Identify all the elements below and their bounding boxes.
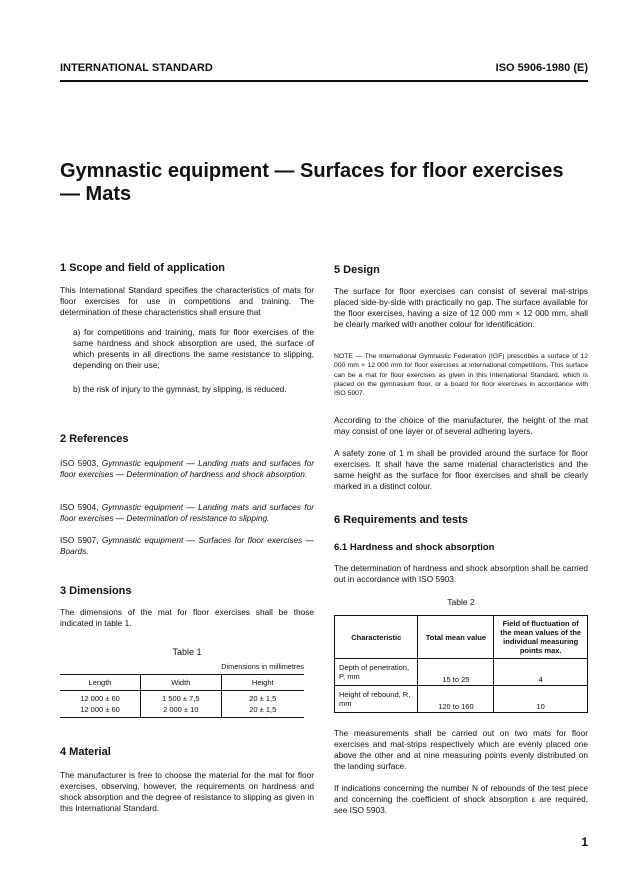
- table-row: [60, 691, 304, 705]
- section-6-1-text-2: The measurements shall be carried out on two mats for floor exercises and mat-strips respectively which are evenly placed one above the other and at nine measuring points evenly distributed on the landing surface.: [334, 728, 588, 771]
- section-6-1-heading: 6.1 Hardness and shock absorption: [334, 542, 495, 553]
- section-6-heading: 6 Requirements and tests: [334, 514, 468, 526]
- table-2-header-characteristic: Characteristic: [335, 616, 418, 659]
- table-cell: Height of rebound, R, mm: [335, 686, 418, 713]
- section-5-heading: 5 Design: [334, 264, 380, 276]
- table-cell: 20 ± 1,5: [249, 694, 277, 703]
- header-right: ISO 5906-1980 (E): [495, 62, 588, 74]
- section-1-heading: 1 Scope and field of application: [60, 262, 226, 274]
- section-5-text-3: A safety zone of 1 m shall be provided around the surface for floor exercises. It shall have the same material characteristics and the same height as the surface for floor exercises and shall be clearly marked in a distinct colour.: [334, 448, 588, 491]
- reference-2: [60, 502, 314, 524]
- table-cell: Depth of penetration, P, mm: [335, 659, 418, 686]
- header-left: INTERNATIONAL STANDARD: [60, 62, 213, 74]
- reference-2-title: Gymnastic equipment — Landing mats and surfaces for floor exercises — Determination of resistance to slipping.: [60, 502, 314, 523]
- reference-1-title: Gymnastic equipment — Landing mats and surfaces for floor exercises — Determination of hardness and shock absorption.: [60, 458, 314, 479]
- table-cell: 20 ± 1,5: [249, 705, 277, 714]
- section-4-heading: 4 Material: [60, 746, 111, 758]
- section-1-item-b: b) the risk of injury to the gymnast, by slipping, is reduced.: [73, 384, 287, 394]
- section-1-item-a: a) for competitions and training, mats for floor exercises of the same hardness and shock absorption are used, the surface of which presents in all directions the same resistance to slipping, depending on their use;: [73, 327, 314, 370]
- reference-1: [60, 458, 314, 480]
- reference-1-number: ISO 5903,: [60, 458, 102, 468]
- header-rule: [60, 80, 588, 82]
- page-title: Gymnastic equipment — Surfaces for floor exercises — Mats: [60, 160, 564, 205]
- section-6-1-text: The determination of hardness and shock absorption shall be carried out in accordance with ISO 5903.: [334, 563, 588, 584]
- reference-3-title: Gymnastic equipment — Surfaces for floor exercises — Boards.: [60, 535, 314, 556]
- section-1-text: This International Standard specifies the characteristics of mats for floor exercises for use in competitions and training. The determination of these characteristics shall ensure that: [60, 285, 314, 317]
- table-cell: 15 to 25: [418, 659, 494, 686]
- section-2-heading: 2 References: [60, 433, 129, 445]
- table-cell: 12 000 ± 60: [60, 691, 141, 705]
- table-1-title: Table 1: [172, 647, 202, 657]
- table-row: [60, 704, 304, 718]
- table-cell: 1 500 ± 7,5: [141, 691, 222, 705]
- table-1-header-height: Height: [251, 678, 274, 687]
- section-5-text: The surface for floor exercises can consist of several mat-strips placed side-by-side with practically no gap. The surface available for the floor exercises, having a size of 12 000 mm × 12 000 mm, shall be clearly marked with another colour for identification.: [334, 286, 588, 329]
- section-5-text-2: According to the choice of the manufacturer, the height of the mat may consist of one layer or of several adhering layers.: [334, 415, 588, 436]
- section-5-note: NOTE — The International Gymnastic Federation (IGF) prescribes a surface of 12 000 mm × 12 000 mm for floor exercises at international competitions. This surface can be a mat for floor exercises as given in this International Standard, which is placed on the gymnasium floor, or a board for floor exercises in accordance with ISO 5907.: [334, 353, 588, 398]
- section-6-1-text-3: If indications concerning the number N of rebounds of the test piece and concerning the coefficient of shock absorption ε are required, see ISO 5903.: [334, 783, 588, 815]
- reference-3-number: ISO 5907,: [60, 535, 102, 545]
- table-row: [335, 659, 588, 686]
- table-row: [335, 686, 588, 713]
- section-3-text: The dimensions of the mat for floor exercises shall be those indicated in table 1.: [60, 607, 314, 628]
- table-cell: 120 to 160: [418, 686, 494, 713]
- table-cell: 10: [536, 702, 545, 711]
- table-1-header-length: Length: [60, 675, 141, 691]
- table-cell: 12 000 ± 60: [60, 704, 141, 718]
- table-1-unit-note: Dimensions in millimetres: [221, 662, 304, 671]
- table-1: [60, 674, 304, 718]
- section-4-text: The manufacturer is free to choose the material for the mat for floor exercises, observing, however, the requirements on hardness and shock absorption and the degree of resistance to slipping as given in this International Standard.: [60, 770, 314, 813]
- table-2-header-total-mean: Total mean value: [418, 616, 494, 659]
- table-2-title: Table 2: [447, 597, 475, 607]
- table-1-header-width: Width: [141, 675, 222, 691]
- table-2: [334, 615, 588, 713]
- reference-2-number: ISO 5904,: [60, 502, 102, 512]
- table-cell: 4: [538, 675, 543, 684]
- section-3-heading: 3 Dimensions: [60, 585, 132, 597]
- reference-3: [60, 535, 314, 557]
- table-2-header-fluctuation: Field of fluctuation of the mean values of the individual measuring points max.: [500, 619, 582, 655]
- page-number: 1: [581, 835, 588, 849]
- table-cell: 2 000 ± 10: [141, 704, 222, 718]
